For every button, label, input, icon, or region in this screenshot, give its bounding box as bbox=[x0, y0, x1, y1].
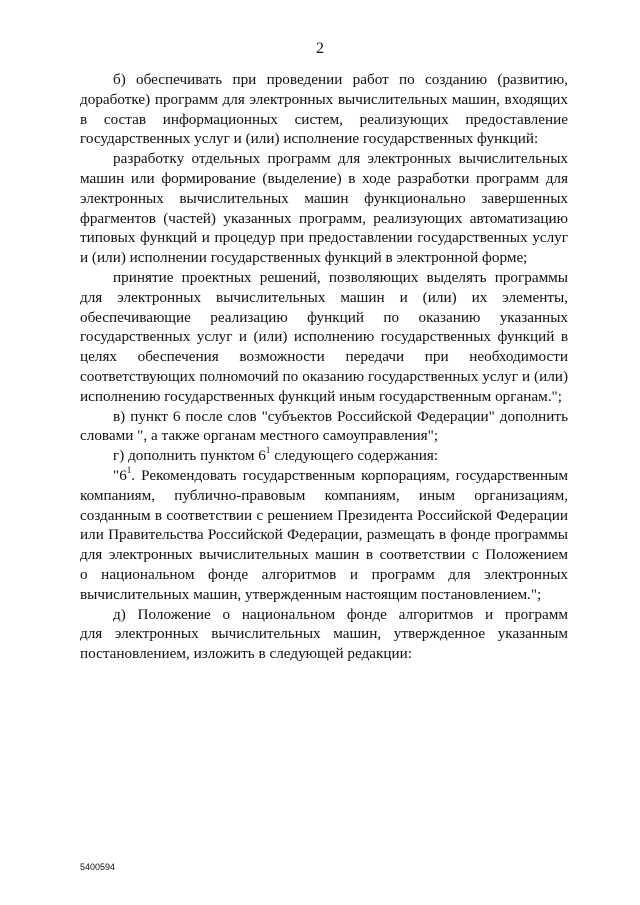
text-line bbox=[80, 407, 568, 427]
text-line-content: о национальном фонде алгоритмов и программ для электронных bbox=[80, 565, 568, 583]
text-line-content: словами ", а также органам местного самоуправления"; bbox=[80, 427, 439, 445]
text-line bbox=[80, 605, 568, 625]
text-line-content: г) дополнить пунктом 6 bbox=[113, 447, 266, 465]
text-line-content: созданным в соответствии с решением Президента Российской Федерации bbox=[80, 506, 568, 524]
text-line-content: "6 bbox=[113, 466, 127, 484]
text-line bbox=[80, 525, 568, 545]
text-line bbox=[80, 387, 568, 407]
text-line bbox=[80, 90, 568, 110]
text-line-content: компаниям, публично-правовым компаниям, иным организациям, bbox=[80, 486, 568, 504]
superscript: 1 bbox=[126, 464, 132, 475]
text-line bbox=[80, 110, 568, 130]
text-line-content: и (или) исполнении государственных функций в электронной форме; bbox=[80, 249, 528, 267]
text-line-content: вычислительных машин, утвержденным настоящим постановлением."; bbox=[80, 585, 542, 603]
text-line bbox=[80, 565, 568, 585]
text-line bbox=[80, 446, 568, 466]
text-line-continuation: следующего содержания: bbox=[270, 447, 439, 465]
text-line-content: электронных вычислительных машин функционально завершенных bbox=[80, 189, 568, 207]
text-line bbox=[80, 644, 568, 664]
document-code: 5400594 bbox=[80, 862, 116, 872]
text-line-content: в состав информационных систем, реализующих предоставление bbox=[80, 110, 568, 128]
text-line bbox=[80, 70, 568, 90]
text-line bbox=[80, 486, 568, 506]
text-line-content: государственных услуг и (или) исполнению государственных функций в bbox=[80, 328, 568, 346]
text-line-content: постановлением, изложить в следующей редакции: bbox=[80, 645, 412, 663]
page-number: 2 bbox=[316, 40, 324, 57]
text-line-content: или Правительства Российской Федерации, размещать в фонде программы bbox=[80, 526, 568, 544]
text-line bbox=[80, 189, 568, 209]
text-line bbox=[80, 466, 568, 486]
text-line-content: государственных услуг и (или) исполнение государственных функций: bbox=[80, 130, 539, 148]
text-line bbox=[80, 268, 568, 288]
text-line-content: обеспечивающие реализацию функций по оказанию указанных bbox=[80, 308, 568, 326]
text-line bbox=[80, 426, 568, 446]
text-line-content: целях обеспечения возможности передачи при необходимости bbox=[80, 348, 568, 366]
text-line-content: исполнению государственных функций иным государственным органам."; bbox=[80, 387, 562, 405]
text-line bbox=[80, 169, 568, 189]
text-line-continuation: . Рекомендовать государственным корпорациям, государственным bbox=[131, 466, 568, 484]
document-body bbox=[80, 70, 568, 664]
text-line-content: доработке) программ для электронных вычислительных машин, входящих bbox=[80, 90, 568, 108]
text-line bbox=[80, 585, 568, 605]
text-line bbox=[80, 288, 568, 308]
text-line-content: разработку отдельных программ для электронных вычислительных bbox=[113, 150, 568, 168]
text-line bbox=[80, 129, 568, 149]
text-line-content: для электронных вычислительных машин и (или) их элементы, bbox=[80, 288, 568, 306]
text-line-content: машин или формирование (выделение) в ходе разработки программ для bbox=[80, 169, 568, 187]
text-line bbox=[80, 327, 568, 347]
text-line bbox=[80, 506, 568, 526]
text-line bbox=[80, 367, 568, 387]
text-line bbox=[80, 308, 568, 328]
text-line-content: для электронных вычислительных машин в соответствии с Положением bbox=[80, 546, 568, 564]
text-line-content: соответствующих полномочий по оказанию государственных услуг и (или) bbox=[80, 367, 568, 385]
text-line-content: д) Положение о национальном фонде алгоритмов и программ bbox=[113, 605, 568, 623]
text-line bbox=[80, 347, 568, 367]
text-line bbox=[80, 545, 568, 565]
superscript: 1 bbox=[265, 445, 271, 456]
text-line-content: в) пункт 6 после слов "субъектов Российской Федерации" дополнить bbox=[113, 407, 568, 425]
text-line-content: типовых функций и процедур при предоставлении государственных услуг bbox=[80, 229, 568, 247]
text-line-content: фрагментов (частей) указанных программ, реализующих автоматизацию bbox=[80, 209, 568, 227]
text-line-content: принятие проектных решений, позволяющих выделять программы bbox=[113, 268, 568, 286]
text-line bbox=[80, 209, 568, 229]
text-line-content: б) обеспечивать при проведении работ по созданию (развитию, bbox=[113, 71, 568, 88]
text-line-content: для электронных вычислительных машин, утвержденное указанным bbox=[80, 625, 568, 643]
text-line bbox=[80, 248, 568, 268]
text-line bbox=[80, 624, 568, 644]
text-line bbox=[80, 228, 568, 248]
text-line bbox=[80, 149, 568, 169]
